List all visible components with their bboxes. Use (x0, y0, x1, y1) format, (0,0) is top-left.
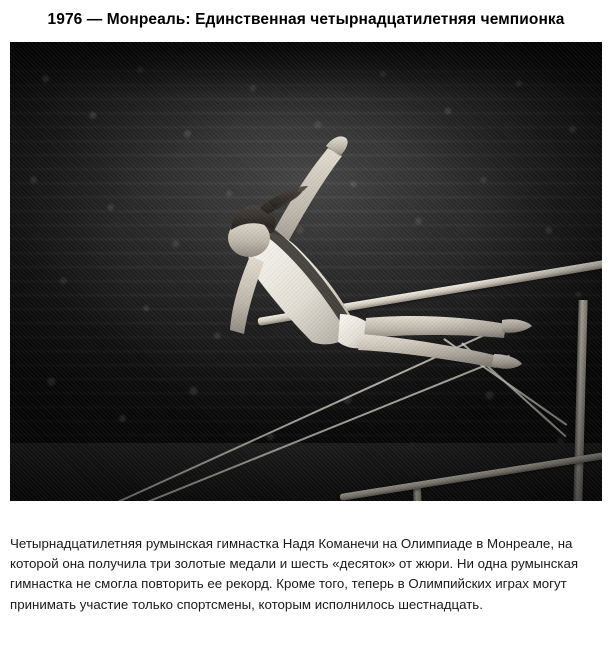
gymnast-right-arm (230, 256, 264, 334)
gymnast-lower-leg (358, 334, 498, 368)
page-title: 1976 — Монреаль: Единственная четырнадцатилетняя чемпионка (47, 11, 565, 28)
gymnast-foot (502, 319, 532, 333)
photo-figure (10, 42, 602, 501)
gymnast-upper-leg (364, 316, 506, 338)
photo-caption: Четырнадцатилетняя румынская гимнастка Надя Команечи на Олимпиаде в Монреале, на которой она получила три золотые медали и шесть «десяток» от жюри. Ни одна румынская гимнастка не смогла повторить ее рекорд. Кроме того, теперь в Олимпийских играх могут принимать участие только спортсмены, которым исполнилось шестнадцать. (10, 536, 579, 612)
photo-image (10, 42, 602, 501)
gymnast-figure (10, 42, 602, 501)
gymnast-foot (492, 354, 522, 369)
